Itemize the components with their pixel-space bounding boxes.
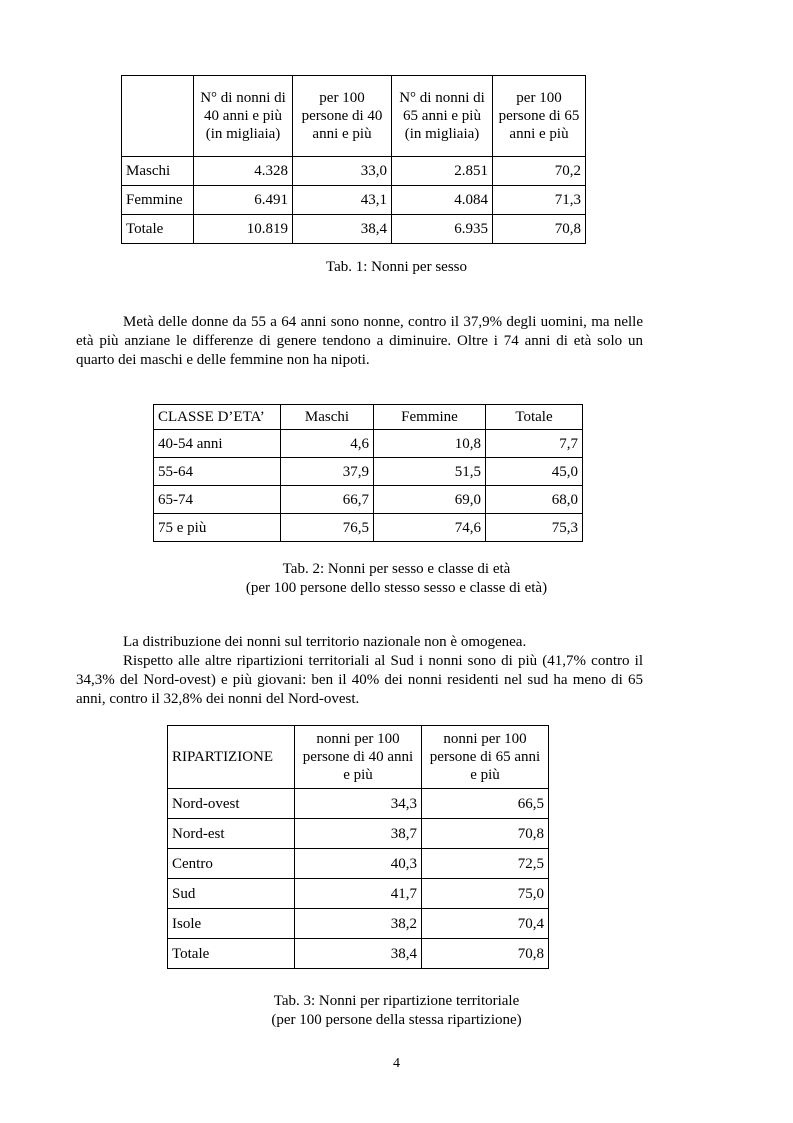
table-row	[168, 879, 549, 909]
table-nonni-per-classe-eta	[153, 404, 583, 542]
table-row	[168, 789, 549, 819]
table-cell: 70,4	[422, 909, 549, 939]
table-row	[154, 486, 583, 514]
table-cell: 70,8	[422, 819, 549, 849]
table-row	[168, 909, 549, 939]
table-cell: 6.935	[392, 215, 493, 244]
table-header-cell: RIPARTIZIONE	[168, 726, 295, 789]
table-cell: 38,2	[295, 909, 422, 939]
table-nonni-per-sesso	[121, 75, 586, 244]
table-cell: 51,5	[374, 458, 486, 486]
table-row	[154, 430, 583, 458]
table-cell: 38,4	[295, 939, 422, 969]
table-header-cell: N° di nonni di 40 anni e più (in migliaia)	[194, 76, 293, 157]
table-row	[154, 458, 583, 486]
table-header-cell: Totale	[486, 405, 583, 430]
table-header-cell: CLASSE D’ETA’	[154, 405, 281, 430]
table-row	[122, 215, 586, 244]
table-cell: 37,9	[281, 458, 374, 486]
table-cell: 71,3	[493, 186, 586, 215]
table-row	[154, 514, 583, 542]
table-cell: 70,8	[493, 215, 586, 244]
table3-caption-line1: Tab. 3: Nonni per ripartizione territoriale	[273, 993, 520, 1009]
table-cell: 72,5	[422, 849, 549, 879]
table-header-cell: Femmine	[374, 405, 486, 430]
table-row	[168, 939, 549, 969]
row-label: 65-74	[154, 486, 281, 514]
table-header-cell: N° di nonni di 65 anni e più (in migliaia)	[392, 76, 493, 157]
table-cell: 4.328	[194, 157, 293, 186]
table-header-cell	[122, 76, 194, 157]
table-header-cell: per 100 persone di 40 anni e più	[293, 76, 392, 157]
row-label: 40-54 anni	[154, 430, 281, 458]
paragraph-text: Rispetto alle altre ripartizioni territoriali al Sud i nonni sono di più (41,7% contro il 34,3% del Nord-ovest) e più giovani: ben il 40% dei nonni residenti nel sud ha meno di 65 anni, contro il 32,8% dei nonni del Nord-ovest.	[76, 653, 643, 707]
table-cell: 68,0	[486, 486, 583, 514]
row-label: Totale	[122, 215, 194, 244]
table3-caption-line2: (per 100 persone della stessa ripartizione)	[271, 1012, 522, 1028]
row-label: Nord-ovest	[168, 789, 295, 819]
table-row	[122, 186, 586, 215]
table1-caption: Tab. 1: Nonni per sesso	[325, 259, 467, 275]
table-cell: 38,4	[293, 215, 392, 244]
table-header-cell: nonni per 100 persone di 65 anni e più	[422, 726, 549, 789]
table-cell: 75,0	[422, 879, 549, 909]
table-cell: 69,0	[374, 486, 486, 514]
table-cell: 66,7	[281, 486, 374, 514]
table-cell: 66,5	[422, 789, 549, 819]
table-cell: 43,1	[293, 186, 392, 215]
table-header-row	[168, 726, 549, 789]
row-label: Sud	[168, 879, 295, 909]
table-header-cell: Maschi	[281, 405, 374, 430]
table-cell: 70,2	[493, 157, 586, 186]
table2-caption-line1: Tab. 2: Nonni per sesso e classe di età	[282, 561, 511, 577]
table-cell: 40,3	[295, 849, 422, 879]
row-label: Centro	[168, 849, 295, 879]
paragraph-text: La distribuzione dei nonni sul territorio nazionale non è omogenea.	[123, 634, 527, 650]
table-row	[168, 819, 549, 849]
table-row	[168, 849, 549, 879]
table-header-row	[122, 76, 586, 157]
table-cell: 70,8	[422, 939, 549, 969]
row-label: 55-64	[154, 458, 281, 486]
table-cell: 4.084	[392, 186, 493, 215]
row-label: Isole	[168, 909, 295, 939]
page-number: 4	[393, 1056, 400, 1071]
table-cell: 75,3	[486, 514, 583, 542]
row-label: Totale	[168, 939, 295, 969]
paragraph-2	[76, 633, 643, 709]
table2-caption-line2: (per 100 persone dello stesso sesso e classe di età)	[245, 580, 548, 596]
table-cell: 4,6	[281, 430, 374, 458]
row-label: Nord-est	[168, 819, 295, 849]
table-cell: 2.851	[392, 157, 493, 186]
row-label: Maschi	[122, 157, 194, 186]
table-cell: 45,0	[486, 458, 583, 486]
table-nonni-per-ripartizione	[167, 725, 549, 969]
table-cell: 34,3	[295, 789, 422, 819]
paragraph-text: Metà delle donne da 55 a 64 anni sono nonne, contro il 37,9% degli uomini, ma nelle età più anziane le differenze di genere tendono a diminuire. Oltre i 74 anni di età solo un quarto dei maschi e delle femmine non ha nipoti.	[76, 314, 643, 368]
table-cell: 10.819	[194, 215, 293, 244]
table-cell: 6.491	[194, 186, 293, 215]
table-cell: 33,0	[293, 157, 392, 186]
row-label: Femmine	[122, 186, 194, 215]
table-cell: 38,7	[295, 819, 422, 849]
table-header-row	[154, 405, 583, 430]
table-cell: 74,6	[374, 514, 486, 542]
table-cell: 10,8	[374, 430, 486, 458]
table-row	[122, 157, 586, 186]
table-header-cell: nonni per 100 persone di 40 anni e più	[295, 726, 422, 789]
table-cell: 7,7	[486, 430, 583, 458]
paragraph-1	[76, 313, 643, 370]
table-cell: 76,5	[281, 514, 374, 542]
table-header-cell: per 100 persone di 65 anni e più	[493, 76, 586, 157]
row-label: 75 e più	[154, 514, 281, 542]
table-cell: 41,7	[295, 879, 422, 909]
